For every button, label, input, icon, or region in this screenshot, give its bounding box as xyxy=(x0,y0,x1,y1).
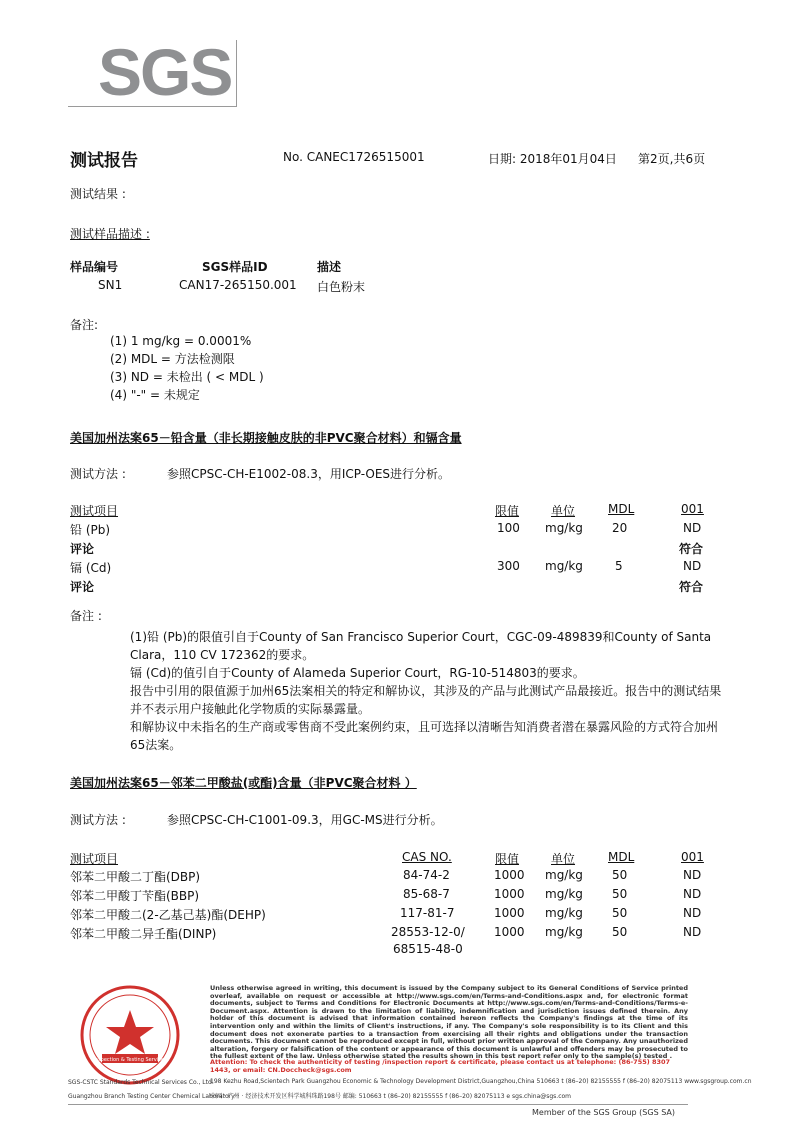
footer-disclaimer: Unless otherwise agreed in writing, this document is issued by the Company subject to its General Conditions of Service printed overleaf, available on request or accessible at http://www.sgs.com/en/Terms-and-Conditions.aspx and, for electronic format documents, subject to Terms and Conditions for Electronic Documents at http://www.sgs.com/en/Terms-and-Conditions/Terms-e-Document.aspx. Attention is drawn to the limitation of liability, indemnification and jurisdiction issues defined therein. Any holder of this document is advised that information contained hereon reflects the Company's findings at the time of its intervention only and within the limits of Client's instructions, if any. The Company's sole responsibility is to its Client and this document does not exonerate parties to a transaction from exercising all their rights and obligations under the transaction documents. This document cannot be reproduced except in full, without prior written approval of the Company. Any unauthorized alteration, forgery or falsification of the content or appearance of this document is unlawful and offenders may be prosecuted to the fullest extent of the law. Unless otherwise stated the results shown in this test report refer only to the sample(s) tested . xyxy=(210,984,688,1061)
s2-header-limit: 限值 xyxy=(495,852,520,866)
s2-header-result: 001 xyxy=(681,850,704,864)
footer-address-cn: 中国 · 广州 · 经济技术开发区科学城科珠路198号 邮编: 510663 t (86–20) 82155555 f (86–20) 82075113 e sgs.china@sgs.com xyxy=(210,1093,572,1100)
logo-text: SGS xyxy=(98,35,232,109)
s1-comment-label: 评论 xyxy=(70,580,95,594)
footer-attention: Attention: To check the authenticity of testing /inspection report & certificate, please contact us at telephone: (86-755) 8307 1443, or email: CN.Doccheck@sgs.com xyxy=(210,1058,671,1074)
s1-remark: 报告中引用的限值源于加州65法案相关的特定和解协议，其涉及的产品与此测试产品最接近。报告中的测试结果并不表示用户接触此化学物质的实际暴露量。 xyxy=(130,684,722,716)
s1-row-item: 镉 (Cd) xyxy=(70,561,112,575)
s2-header-item: 测试项目 xyxy=(70,852,119,866)
s2-row-limit: 1000 xyxy=(494,868,525,882)
sample-no: SN1 xyxy=(98,278,123,292)
s1-remarks-label: 备注 : xyxy=(70,609,102,623)
section1-method-label: 测试方法 : xyxy=(70,467,126,481)
s1-remark: 镉 (Cd)的值引自于County of Alameda Superior Court，RG-10-514803的要求。 xyxy=(130,666,585,680)
sample-header-id: SGS样品ID xyxy=(202,260,268,274)
s2-row-limit: 1000 xyxy=(494,925,525,939)
page-number: 第2页,共6页 xyxy=(638,152,706,166)
company-seal xyxy=(60,980,200,1090)
s2-row-result: ND xyxy=(683,925,702,939)
s2-row-limit: 1000 xyxy=(494,887,525,901)
sample-desc: 白色粉末 xyxy=(317,280,366,294)
s1-row-mdl: 5 xyxy=(615,559,623,573)
s2-row-mdl: 50 xyxy=(612,925,628,939)
section2-method: 参照CPSC-CH-C1001-09.3，用GC-MS进行分析。 xyxy=(167,813,443,827)
section2-method-label: 测试方法 : xyxy=(70,813,126,827)
s2-row-cas-2: 68515-48-0 xyxy=(393,942,463,956)
note-item: (3) ND = 未检出 ( < MDL ) xyxy=(110,370,264,384)
s2-row-cas: 28553-12-0/ xyxy=(391,925,465,939)
section1-title: 美国加州法案65－铅含量（非长期接触皮肤的非PVC聚合材料）和镉含量 xyxy=(70,431,462,445)
s2-row-mdl: 50 xyxy=(612,868,628,882)
report-number: No. CANEC1726515001 xyxy=(283,150,425,164)
sgs-logo xyxy=(68,35,237,109)
s1-remark: (1)铅 (Pb)的限值引自于County of San Francisco Superior Court，CGC-09-489839和County of Santa Clara，110 CV 172362的要求。 xyxy=(130,630,712,662)
s1-header-result: 001 xyxy=(681,502,704,516)
notes-label: 备注: xyxy=(70,318,99,332)
s2-row-cas: 85-68-7 xyxy=(403,887,450,901)
s2-header-unit: 单位 xyxy=(551,852,576,866)
s1-remark: 和解协议中未指名的生产商或零售商不受此案例约束，且可选择以清晰告知消费者潜在暴露风险的方式符合加州65法案。 xyxy=(130,720,719,752)
s1-row-result: ND xyxy=(683,521,702,535)
s2-row-item: 邻苯二甲酸丁苄酯(BBP) xyxy=(70,889,200,903)
s2-row-result: ND xyxy=(683,887,702,901)
s1-row-limit: 100 xyxy=(497,521,520,535)
footer-company-2: Guangzhou Branch Testing Center Chemical Laboratory xyxy=(68,1093,235,1100)
results-label: 测试结果 : xyxy=(70,187,126,201)
s2-row-unit: mg/kg xyxy=(545,906,583,920)
footer-company-1: SGS-CSTC Standards Technical Services Co., Ltd. xyxy=(68,1079,214,1086)
note-item: (1) 1 mg/kg = 0.0001% xyxy=(110,334,252,348)
s2-row-result: ND xyxy=(683,868,702,882)
s1-comment-result: 符合 xyxy=(679,580,704,594)
s2-header-mdl: MDL xyxy=(608,850,635,864)
s1-comment-result: 符合 xyxy=(679,542,704,556)
s2-row-item: 邻苯二甲酸二异壬酯(DINP) xyxy=(70,927,217,941)
s1-comment-label: 评论 xyxy=(70,542,95,556)
footer-member: Member of the SGS Group (SGS SA) xyxy=(532,1108,676,1117)
s2-row-unit: mg/kg xyxy=(545,887,583,901)
sample-header-no: 样品编号 xyxy=(70,260,119,274)
section1-method: 参照CPSC-CH-E1002-08.3，用ICP-OES进行分析。 xyxy=(167,467,451,481)
s2-row-item: 邻苯二甲酸二丁酯(DBP) xyxy=(70,870,201,884)
s2-row-mdl: 50 xyxy=(612,906,628,920)
s2-row-mdl: 50 xyxy=(612,887,628,901)
s2-row-result: ND xyxy=(683,906,702,920)
s1-header-unit: 单位 xyxy=(551,504,576,518)
s1-header-item: 测试项目 xyxy=(70,504,119,518)
footer-divider xyxy=(68,1104,688,1105)
s2-row-unit: mg/kg xyxy=(545,868,583,882)
sample-id: CAN17-265150.001 xyxy=(179,278,297,292)
s1-header-limit: 限值 xyxy=(495,504,520,518)
report-date: 日期: 2018年01月04日 xyxy=(488,152,617,166)
s1-row-result: ND xyxy=(683,559,702,573)
s1-row-unit: mg/kg xyxy=(545,521,583,535)
s2-header-cas: CAS NO. xyxy=(402,850,452,864)
s1-row-item: 铅 (Pb) xyxy=(70,523,111,537)
s1-row-mdl: 20 xyxy=(612,521,628,535)
note-item: (4) "-" = 未规定 xyxy=(110,388,200,402)
s2-row-cas: 117-81-7 xyxy=(400,906,455,920)
s2-row-item: 邻苯二甲酸二(2-乙基己基)酯(DEHP) xyxy=(70,908,266,922)
section2-title: 美国加州法案65－邻苯二甲酸盐(或酯)含量（非PVC聚合材料 ） xyxy=(70,776,417,790)
s2-row-limit: 1000 xyxy=(494,906,525,920)
s1-header-mdl: MDL xyxy=(608,502,635,516)
note-item: (2) MDL = 方法检测限 xyxy=(110,352,235,366)
sample-desc-label: 测试样品描述 : xyxy=(70,227,150,241)
report-title: 测试报告 xyxy=(70,151,138,171)
s1-row-limit: 300 xyxy=(497,559,520,573)
s2-row-cas: 84-74-2 xyxy=(403,868,450,882)
footer-address-en: 198 Kezhu Road,Scientech Park Guangzhou Economic & Technology Development District,Guangzhou,China 510663 t (86–20) 82155555 f (86–20) 82075113 www.sgsgroup.com.cn xyxy=(210,1078,752,1085)
sample-header-desc: 描述 xyxy=(317,260,342,274)
seal-text: Inspection & Testing Services xyxy=(93,1057,167,1063)
s1-row-unit: mg/kg xyxy=(545,559,583,573)
s2-row-unit: mg/kg xyxy=(545,925,583,939)
